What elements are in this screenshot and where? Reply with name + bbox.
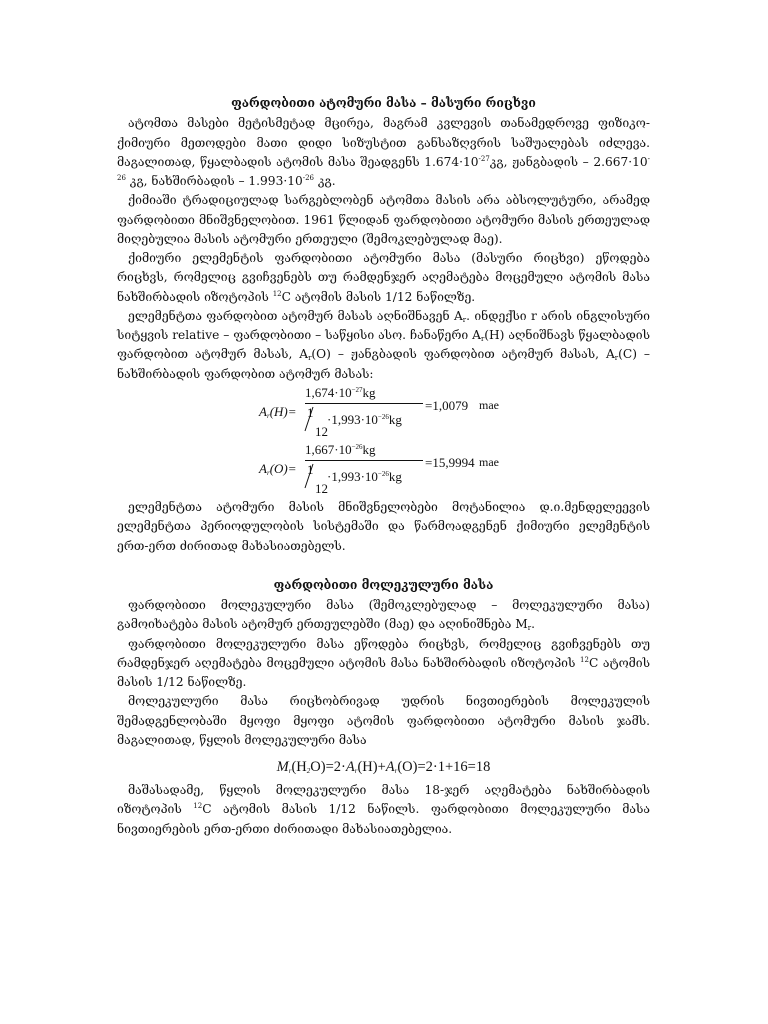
formula-arg: O)=2· <box>310 759 346 776</box>
inner-numerator: 1 <box>307 404 314 420</box>
denominator-value: ·1,993·10 <box>327 411 378 427</box>
text-run: C ატომის მასის 1/12 ნაწილზე. <box>281 289 476 304</box>
text-run: (H) აღნიშნავს წყალბადის ფარდობით ატომურ მასას, A <box>117 328 650 362</box>
text-run: ფარდობითი მოლეკულური მასა ეწოდება რიცხვს, რომელიც გვიჩვენებს თუ რამდენჯერ აღემატება მოცემული ატომის მასა ნახშირბადის იზოტოპის <box>117 636 650 670</box>
subscript: 2 <box>306 767 311 776</box>
text-run: (C) – ნახშირბადის ფარდობით ატომურ მასას: <box>117 347 650 381</box>
text-run: ატომთა მასები მეტისმეტად მცირეა, მაგრამ კვლევის თანამედროვე ფიზიკო-ქიმიური მეთოდები მათი დიდი სიზუსტით განსაზღვრის საშუალებას იძლევა. მაგალითად, წყალბადის ატომის მასა შეადგენს 1.674·10 <box>117 116 650 169</box>
paragraph-conclusion <box>117 781 650 839</box>
symbol-m: M <box>276 759 289 776</box>
document-page <box>117 94 650 839</box>
exponent: -27 <box>478 154 490 163</box>
text-run: . ინდექსი r არის ინგლისური სიტყვის relative – ფარდობითი – საწყისი ასო. ჩანაწერი A <box>117 308 650 343</box>
formula-ar-hydrogen <box>117 384 650 441</box>
subscript: r <box>394 767 398 776</box>
numerator-value: 1,667·10 <box>305 441 352 457</box>
paragraph-definition-atomic-mass <box>117 249 650 307</box>
formula-denominator <box>327 470 402 483</box>
inner-denominator: 12 <box>315 423 328 439</box>
formula-mr-water <box>117 758 650 777</box>
slash-fraction-icon <box>303 406 315 432</box>
fraction-line <box>305 403 423 404</box>
text-run: (O) – ჟანგბადის ფარდობით ატომურ მასას, A <box>311 347 615 362</box>
symbol-a: A <box>259 403 267 419</box>
paragraph-definition-molecular-mass <box>117 635 650 693</box>
text-run: კგ, ნახშირბადის – 1.993·10 <box>125 174 303 189</box>
numerator-value: 1,674·10 <box>305 384 352 400</box>
formula-arg: (O)= <box>269 460 297 476</box>
paragraph-sum-of-masses: მოლეკულური მასა რიცხობრივად უდრის ნივთიერების მოლეკულის შემადგენლობაში მყოფი მყოფი ატომის ფარდობითი ატომური მასის ჯამს. მაგალითად, წყლის მოლეკულური მასა <box>117 694 650 747</box>
denominator-value: ·1,993·10 <box>327 468 378 484</box>
paragraph-periodic-table: ელემენტთა ატომური მასის მნიშვნელობები მოტანილია დ.ი.მენდელეევის ელემენტთა პერიოდულობის სისტემაში და წარმოადგენენ ქიმიური ელემენტის ერთ-ერთ ძირითად მახასიათებელს. <box>117 499 650 553</box>
exponent: −26 <box>377 469 389 478</box>
formula-numerator <box>305 443 376 456</box>
subscript: r <box>462 315 467 324</box>
formula-arg: (O) <box>397 759 418 776</box>
exponent: −27 <box>351 385 363 394</box>
formula-arg: (H <box>291 759 307 776</box>
formula-ar-oxygen <box>117 441 650 498</box>
text-run: C ატომის მასის 1/12 ნაწილს. ფარდობითი მოლეკულური მასა ნივთიერების ერთ-ერთი ძირითადი მახასიათებელია. <box>117 802 650 836</box>
section-title-atomic-mass: ფარდობითი ატომური მასა – მასური რიცხვი <box>231 96 536 110</box>
paragraph-molecular-mass-intro <box>117 596 650 635</box>
formula-arg: (H)+ <box>357 759 386 776</box>
symbol-a: A <box>345 759 355 776</box>
exponent: -26 <box>302 174 314 183</box>
text-run: C ატომის მასის 1/12 ნაწილზე. <box>117 655 650 690</box>
subscript: r <box>614 354 619 363</box>
exponent: −26 <box>351 442 363 451</box>
exponent: -26 <box>117 154 650 183</box>
subscript: r <box>527 624 532 633</box>
subscript: r <box>480 335 485 344</box>
formula-denominator <box>327 413 402 426</box>
formula-unit: mae <box>479 454 499 469</box>
numerator-unit: kg <box>362 441 376 457</box>
text-run: კგ, ჟანგბადის – 2.667·10 <box>489 154 648 169</box>
formula-result: =2·1+16=18 <box>417 759 491 776</box>
inner-numerator: 1 <box>307 461 314 477</box>
text-run: ქიმიური ელემენტის ფარდობითი ატომური მასა (მასური რიცხვი) ეწოდება რიცხვს, რომელიც გვიჩვენებს თუ რამდენჯერ აღემატება მოცემული ატომის მასა ნახშირბადის იზოტოპის <box>117 251 650 304</box>
inner-denominator: 12 <box>315 480 328 496</box>
subscript: r <box>354 767 358 776</box>
text-run: ელემენტთა ფარდობით ატომურ მასას აღნიშნავენ A <box>128 308 463 323</box>
isotope-number: 12 <box>193 802 203 811</box>
exponent: −26 <box>377 412 389 421</box>
fraction-line <box>305 460 423 461</box>
isotope-number: 12 <box>580 655 589 664</box>
text-run: ფარდობითი მოლეკულური მასა (შემოკლებულად – მოლეკულური მასა) გამოიხატება მასის ატომურ ერთეულებში (მაე) და აღინიშნება M <box>117 598 650 632</box>
formula-lhs <box>259 462 297 475</box>
text-run: . <box>531 617 535 632</box>
subscript: r <box>308 354 312 363</box>
formula-result: =1,0079 <box>425 397 469 413</box>
subscript: r <box>288 767 292 776</box>
formula-unit: mae <box>479 397 499 412</box>
slash-fraction-icon <box>303 463 315 489</box>
text-run: კგ. <box>313 174 336 189</box>
formula-arg: (H)= <box>269 403 297 419</box>
paragraph-relative-value: ქიმიაში ტრადიციულად სარგებლობენ ატომთა მასის არა აბსოლუტური, არამედ ფარდობითი მნიშვნელობით. 1961 წლიდან ფარდობითი ატომური მასის ერთეულად მიღებულია მასის ატომური ერთეული (შემოკლებულად მაე). <box>117 193 650 246</box>
symbol-a: A <box>259 460 267 476</box>
paragraph-atomic-mass-intro <box>117 114 650 191</box>
subscript: r <box>266 411 270 420</box>
formula-numerator <box>305 386 376 399</box>
denominator-unit: kg <box>388 468 402 484</box>
paragraph-notation-ar <box>117 307 650 384</box>
denominator-unit: kg <box>388 411 402 427</box>
subscript: r <box>266 468 270 477</box>
text-run: მაშასადამე, წყლის მოლეკულური მასა 18-ჯერ აღემატება ნახშირბადის იზოტოპის <box>117 783 650 817</box>
isotope-number: 12 <box>272 289 282 298</box>
symbol-a: A <box>385 759 395 776</box>
section-title-molecular-mass: ფარდობითი მოლეკულური მასა <box>273 577 494 592</box>
formula-result: =15,9994 <box>425 454 475 470</box>
numerator-unit: kg <box>362 384 376 400</box>
formula-lhs <box>259 405 297 418</box>
